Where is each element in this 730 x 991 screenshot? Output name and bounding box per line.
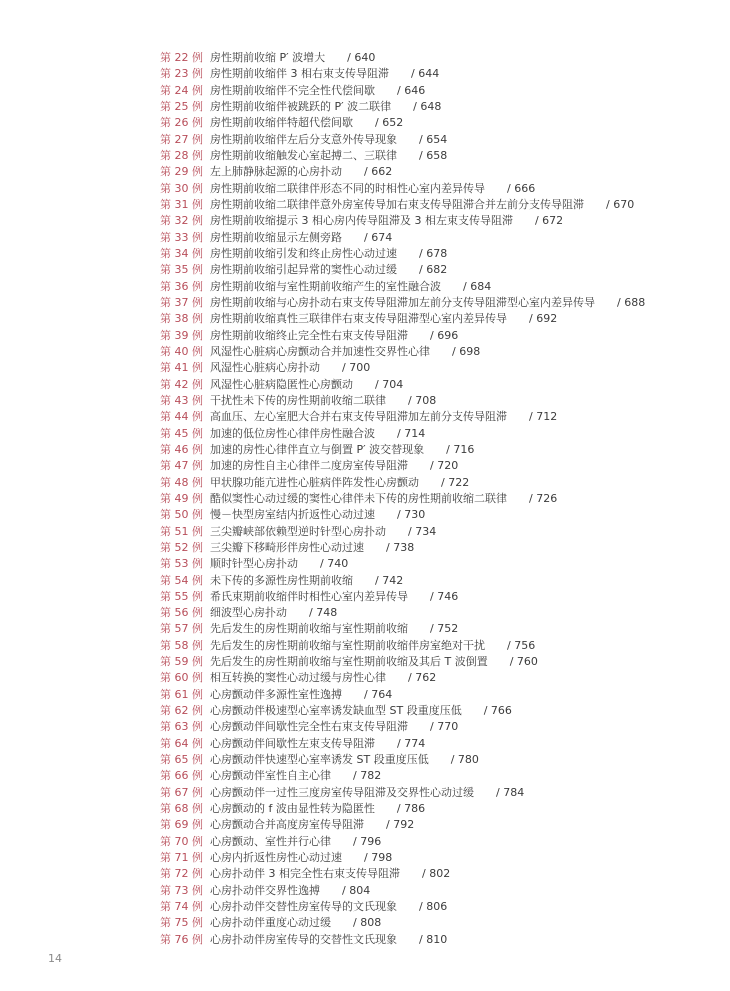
- toc-entry: [160, 409, 720, 425]
- entry-body: [210, 883, 370, 899]
- toc-entry: [160, 230, 720, 246]
- entry-body: [210, 246, 447, 262]
- entry-title: 心房内折返性房性心动过速: [210, 851, 342, 865]
- entry-page: / 712: [529, 410, 558, 424]
- entry-body: [210, 181, 535, 197]
- entry-title: 心房颤动合并高度房室传导阻滞: [210, 818, 364, 832]
- entry-page: / 692: [529, 312, 558, 326]
- entry-number: 第 68 例: [160, 802, 203, 816]
- entry-body: [210, 589, 458, 605]
- entry-title: 心房颤动伴多源性室性逸搏: [210, 687, 342, 701]
- entry-page: / 752: [430, 622, 459, 636]
- entry-title: 风湿性心脏病心房颤动合并加速性交界性心律: [210, 344, 430, 358]
- entry-title: 相互转换的窦性心动过缓与房性心律: [210, 671, 386, 685]
- entry-body: [210, 50, 375, 66]
- entry-number: 第 25 例: [160, 99, 203, 113]
- entry-title: 房性期前收缩与室性期前收缩产生的室性融合波: [210, 279, 441, 293]
- entry-page: / 796: [353, 834, 382, 848]
- entry-page: / 798: [364, 851, 393, 865]
- toc-entry: [160, 181, 720, 197]
- toc-entry: [160, 262, 720, 278]
- toc-entry: [160, 915, 720, 931]
- entry-page: / 658: [419, 148, 448, 162]
- entry-title: 高血压、左心室肥大合并右束支传导阻滞加左前分支传导阻滞: [210, 410, 507, 424]
- entry-number: 第 76 例: [160, 932, 203, 946]
- toc-entry: [160, 932, 720, 948]
- entry-page: / 810: [419, 932, 448, 946]
- entry-number: 第 47 例: [160, 459, 203, 473]
- entry-number: 第 74 例: [160, 900, 203, 914]
- entry-page: / 806: [419, 900, 448, 914]
- toc-entry: [160, 638, 720, 654]
- toc-entry: [160, 768, 720, 784]
- entry-page: / 682: [419, 263, 448, 277]
- entry-title: 心房颤动伴极速型心室率诱发缺血型 ST 段重度压低: [210, 704, 462, 718]
- toc-entry: [160, 311, 720, 327]
- entry-number: 第 43 例: [160, 393, 203, 407]
- entry-number: 第 37 例: [160, 295, 203, 309]
- entry-number: 第 33 例: [160, 230, 203, 244]
- entry-body: [210, 360, 370, 376]
- entry-title: 风湿性心脏病隐匿性心房颤动: [210, 377, 353, 391]
- entry-page: / 644: [411, 67, 440, 81]
- entry-page: / 698: [452, 344, 481, 358]
- entry-page: / 762: [408, 671, 437, 685]
- entry-number: 第 50 例: [160, 508, 203, 522]
- entry-body: [210, 377, 403, 393]
- entry-title: 房性期前收缩伴不完全性代偿间歇: [210, 83, 375, 97]
- entry-body: [210, 687, 392, 703]
- toc-entry: [160, 295, 720, 311]
- entry-title: 心房颤动伴间歇性左束支传导阻滞: [210, 736, 375, 750]
- toc-entry: [160, 899, 720, 915]
- entry-body: [210, 817, 414, 833]
- entry-page: / 760: [509, 655, 538, 669]
- entry-page: / 734: [408, 524, 437, 538]
- toc-entry: [160, 883, 720, 899]
- entry-page: / 704: [375, 377, 404, 391]
- toc-entry: [160, 360, 720, 376]
- entry-body: [210, 83, 425, 99]
- entry-title: 房性期前收缩触发心室起搏二、三联律: [210, 148, 397, 162]
- toc-entry: [160, 246, 720, 262]
- entry-number: 第 52 例: [160, 540, 203, 554]
- entry-page: / 662: [364, 165, 393, 179]
- entry-title: 房性期前收缩伴特超代偿间歇: [210, 116, 353, 130]
- entry-title: 加速的低位房性心律伴房性融合波: [210, 426, 375, 440]
- entry-page: / 748: [309, 606, 338, 620]
- entry-title: 慢－快型房室结内折返性心动过速: [210, 508, 375, 522]
- entry-page: / 774: [397, 736, 426, 750]
- entry-page: / 782: [353, 769, 382, 783]
- toc-entry: [160, 491, 720, 507]
- entry-page: / 674: [364, 230, 393, 244]
- entry-title: 心房颤动伴室性自主心律: [210, 769, 331, 783]
- toc-entry: [160, 377, 720, 393]
- toc-entry: [160, 589, 720, 605]
- entry-page: / 770: [430, 720, 459, 734]
- entry-page: / 672: [534, 214, 564, 228]
- entry-body: [210, 491, 557, 507]
- table-of-contents: [160, 50, 720, 948]
- toc-entry: [160, 458, 720, 474]
- entry-page: / 730: [397, 508, 426, 522]
- entry-number: 第 64 例: [160, 736, 203, 750]
- entry-page: / 742: [375, 573, 404, 587]
- entry-number: 第 28 例: [160, 148, 203, 162]
- entry-number: 第 36 例: [160, 279, 203, 293]
- entry-page: / 696: [430, 328, 459, 342]
- toc-entry: [160, 866, 720, 882]
- entry-body: [210, 148, 447, 164]
- entry-number: 第 57 例: [160, 622, 203, 636]
- toc-entry: [160, 752, 720, 768]
- entry-page: / 764: [364, 687, 393, 701]
- toc-entry: [160, 573, 720, 589]
- entry-number: 第 29 例: [160, 165, 203, 179]
- entry-body: [210, 719, 458, 735]
- entry-number: 第 75 例: [160, 916, 203, 930]
- toc-entry: [160, 148, 720, 164]
- page-number: 14: [48, 952, 62, 965]
- entry-page: / 716: [446, 442, 475, 456]
- toc-entry: [160, 834, 720, 850]
- toc-entry: [160, 621, 720, 637]
- entry-page: / 746: [430, 589, 459, 603]
- entry-number: 第 23 例: [160, 67, 203, 81]
- entry-body: [210, 295, 645, 311]
- entry-number: 第 34 例: [160, 246, 203, 260]
- entry-page: / 792: [386, 818, 415, 832]
- entry-number: 第 26 例: [160, 116, 203, 130]
- entry-body: [210, 393, 436, 409]
- entry-title: 房性期前收缩终止完全性右束支传导阻滞: [210, 328, 408, 342]
- toc-entry: [160, 99, 720, 115]
- entry-title: 甲状腺功能亢进性心脏病伴阵发性心房颤动: [210, 475, 419, 489]
- entry-page: / 652: [375, 116, 404, 130]
- toc-entry: [160, 703, 720, 719]
- entry-body: [210, 834, 381, 850]
- entry-title: 三尖瓣下移畸形伴房性心动过速: [210, 540, 364, 554]
- entry-title: 房性期前收缩伴被跳跃的 P′ 波二联律: [210, 99, 392, 113]
- entry-page: / 740: [320, 557, 349, 571]
- entry-page: / 640: [347, 51, 376, 64]
- entry-number: 第 53 例: [160, 557, 203, 571]
- entry-number: 第 70 例: [160, 834, 203, 848]
- entry-body: [210, 752, 479, 768]
- entry-body: [210, 654, 538, 670]
- entry-title: 先后发生的房性期前收缩与室性期前收缩及其后 T 波倒置: [210, 655, 488, 669]
- entry-body: [210, 279, 491, 295]
- entry-body: [210, 850, 392, 866]
- entry-number: 第 31 例: [160, 197, 203, 211]
- entry-body: [210, 768, 381, 784]
- entry-title: 房性期前收缩伴左后分支意外传导现象: [210, 132, 397, 146]
- entry-body: [210, 638, 535, 654]
- entry-page: / 780: [450, 753, 479, 767]
- entry-body: [210, 132, 447, 148]
- entry-number: 第 65 例: [160, 753, 203, 767]
- entry-body: [210, 540, 414, 556]
- entry-body: [210, 785, 524, 801]
- toc-entry: [160, 540, 720, 556]
- toc-entry: [160, 785, 720, 801]
- entry-number: 第 56 例: [160, 606, 203, 620]
- entry-body: [210, 442, 474, 458]
- entry-page: / 646: [397, 83, 426, 97]
- toc-entry: [160, 66, 720, 82]
- entry-page: / 678: [419, 246, 448, 260]
- toc-entry: [160, 197, 720, 213]
- entry-title: 干扰性未下传的房性期前收缩二联律: [210, 393, 386, 407]
- entry-title: 风湿性心脏病心房扑动: [210, 361, 320, 375]
- entry-title: 希氏束期前收缩伴时相性心室内差异传导: [210, 589, 408, 603]
- entry-number: 第 44 例: [160, 410, 203, 424]
- entry-number: 第 58 例: [160, 638, 203, 652]
- entry-title: 酷似窦性心动过缓的窦性心律伴未下传的房性期前收缩二联律: [210, 491, 507, 505]
- entry-number: 第 46 例: [160, 442, 203, 456]
- entry-number: 第 73 例: [160, 883, 203, 897]
- toc-entry: [160, 801, 720, 817]
- entry-title: 房性期前收缩二联律伴形态不同的时相性心室内差异传导: [210, 181, 485, 195]
- entry-title: 顺时针型心房扑动: [210, 557, 298, 571]
- toc-entry: [160, 213, 720, 229]
- entry-page: / 666: [507, 181, 536, 195]
- entry-title: 三尖瓣峡部依赖型逆时针型心房扑动: [210, 524, 386, 538]
- entry-title: 先后发生的房性期前收缩与室性期前收缩伴房室绝对干扰: [210, 638, 485, 652]
- entry-body: [210, 164, 392, 180]
- entry-title: 心房扑动伴交界性逸搏: [210, 883, 320, 897]
- entry-number: 第 48 例: [160, 475, 203, 489]
- toc-entry: [160, 524, 720, 540]
- toc-entry: [160, 442, 720, 458]
- entry-body: [210, 262, 447, 278]
- toc-entry: [160, 850, 720, 866]
- entry-title: 左上肺静脉起源的心房扑动: [210, 165, 342, 179]
- entry-page: / 714: [397, 426, 426, 440]
- toc-entry: [160, 654, 720, 670]
- entry-page: / 720: [430, 459, 459, 473]
- entry-number: 第 38 例: [160, 312, 203, 326]
- entry-number: 第 45 例: [160, 426, 203, 440]
- entry-number: 第 24 例: [160, 83, 203, 97]
- entry-number: 第 59 例: [160, 655, 203, 669]
- entry-title: 先后发生的房性期前收缩与室性期前收缩: [210, 622, 408, 636]
- toc-entry: [160, 670, 720, 686]
- entry-page: / 756: [507, 638, 536, 652]
- entry-number: 第 67 例: [160, 785, 203, 799]
- entry-number: 第 42 例: [160, 377, 203, 391]
- entry-title: 房性期前收缩 P′ 波增大: [210, 51, 326, 64]
- entry-page: / 708: [408, 393, 437, 407]
- toc-entry: [160, 719, 720, 735]
- entry-body: [210, 344, 480, 360]
- entry-body: [210, 932, 447, 948]
- entry-number: 第 69 例: [160, 818, 203, 832]
- entry-page: / 654: [419, 132, 448, 146]
- entry-title: 心房颤动伴快速型心室率诱发 ST 段重度压低: [210, 753, 429, 767]
- entry-number: 第 60 例: [160, 671, 203, 685]
- entry-body: [210, 507, 425, 523]
- entry-body: [210, 115, 403, 131]
- entry-title: 房性期前收缩真性三联律伴右束支传导阻滞型心室内差异传导: [210, 312, 507, 326]
- toc-entry: [160, 736, 720, 752]
- toc-entry: [160, 50, 720, 66]
- entry-page: / 786: [396, 802, 426, 816]
- entry-title: 心房扑动伴房室传导的交替性文氏现象: [210, 932, 397, 946]
- entry-page: / 688: [617, 295, 646, 309]
- entry-page: / 722: [441, 475, 470, 489]
- entry-page: / 766: [483, 704, 512, 718]
- entry-body: [210, 915, 381, 931]
- entry-body: [210, 458, 458, 474]
- entry-title: 房性期前收缩显示左侧旁路: [210, 230, 342, 244]
- entry-title: 心房颤动、室性并行心律: [210, 834, 331, 848]
- entry-number: 第 39 例: [160, 328, 203, 342]
- entry-title: 加速的房性自主心律伴二度房室传导阻滞: [210, 459, 408, 473]
- toc-entry: [160, 164, 720, 180]
- entry-page: / 684: [463, 279, 492, 293]
- entry-number: 第 30 例: [160, 181, 203, 195]
- toc-entry: [160, 556, 720, 572]
- entry-body: [210, 230, 392, 246]
- entry-number: 第 27 例: [160, 132, 203, 146]
- entry-title: 心房颤动的 f 波由显性转为隐匿性: [210, 802, 375, 816]
- entry-title: 未下传的多源性房性期前收缩: [210, 573, 353, 587]
- entry-page: / 802: [422, 867, 451, 881]
- entry-number: 第 32 例: [160, 214, 203, 228]
- entry-number: 第 72 例: [160, 867, 203, 881]
- entry-body: [210, 621, 458, 637]
- entry-title: 房性期前收缩二联律伴意外房室传导加右束支传导阻滞合并左前分支传导阻滞: [210, 197, 584, 211]
- toc-entry: [160, 605, 720, 621]
- entry-number: 第 35 例: [160, 263, 203, 277]
- entry-body: [210, 605, 337, 621]
- entry-title: 房性期前收缩引起异常的窦性心动过缓: [210, 263, 397, 277]
- toc-entry: [160, 475, 720, 491]
- entry-body: [210, 736, 425, 752]
- entry-number: 第 22 例: [160, 51, 203, 64]
- entry-number: 第 62 例: [160, 704, 203, 718]
- toc-entry: [160, 393, 720, 409]
- entry-page: / 784: [496, 785, 525, 799]
- entry-page: / 726: [529, 491, 558, 505]
- entry-title: 房性期前收缩伴 3 相右束支传导阻滞: [210, 67, 389, 81]
- entry-title: 心房颤动伴一过性三度房室传导阻滞及交界性心动过缓: [210, 785, 474, 799]
- entry-page: / 700: [342, 361, 371, 375]
- entry-body: [210, 524, 436, 540]
- entry-title: 心房扑动伴 3 相完全性右束支传导阻滞: [210, 867, 400, 881]
- toc-entry: [160, 817, 720, 833]
- entry-number: 第 51 例: [160, 524, 203, 538]
- entry-page: / 808: [353, 916, 382, 930]
- entry-number: 第 55 例: [160, 589, 203, 603]
- entry-page: / 738: [386, 540, 415, 554]
- entry-number: 第 61 例: [160, 687, 203, 701]
- entry-page: / 670: [606, 197, 635, 211]
- entry-body: [210, 556, 348, 572]
- entry-number: 第 41 例: [160, 361, 203, 375]
- toc-entry: [160, 132, 720, 148]
- entry-body: [210, 801, 425, 817]
- toc-entry: [160, 687, 720, 703]
- toc-entry: [160, 426, 720, 442]
- entry-body: [210, 328, 458, 344]
- entry-title: 加速的房性心律伴直立与倒置 P′ 波交替现象: [210, 442, 425, 456]
- toc-entry: [160, 344, 720, 360]
- entry-body: [210, 670, 436, 686]
- toc-entry: [160, 83, 720, 99]
- entry-body: [210, 213, 563, 229]
- entry-body: [210, 426, 425, 442]
- entry-title: 房性期前收缩与心房扑动右束支传导阻滞加左前分支传导阻滞型心室内差异传导: [210, 295, 595, 309]
- toc-entry: [160, 328, 720, 344]
- entry-body: [210, 703, 512, 719]
- entry-body: [210, 899, 447, 915]
- toc-entry: [160, 279, 720, 295]
- toc-entry: [160, 507, 720, 523]
- entry-page: / 648: [413, 99, 442, 113]
- entry-title: 房性期前收缩提示 3 相心房内传导阻滞及 3 相左束支传导阻滞: [210, 214, 513, 228]
- entry-body: [210, 573, 403, 589]
- entry-body: [210, 66, 439, 82]
- entry-number: 第 71 例: [160, 851, 203, 865]
- entry-body: [210, 99, 441, 115]
- entry-body: [210, 311, 557, 327]
- entry-title: 心房颤动伴间歇性完全性右束支传导阻滞: [210, 720, 408, 734]
- entry-page: / 804: [342, 883, 371, 897]
- entry-body: [210, 475, 469, 491]
- entry-number: 第 54 例: [160, 573, 203, 587]
- entry-body: [210, 197, 634, 213]
- entry-number: 第 66 例: [160, 769, 203, 783]
- entry-number: 第 40 例: [160, 344, 203, 358]
- entry-title: 心房扑动伴交替性房室传导的文氏现象: [210, 900, 397, 914]
- entry-title: 细波型心房扑动: [210, 606, 287, 620]
- entry-title: 心房扑动伴重度心动过缓: [210, 916, 331, 930]
- entry-body: [210, 866, 450, 882]
- entry-number: 第 63 例: [160, 720, 203, 734]
- entry-title: 房性期前收缩引发和终止房性心动过速: [210, 246, 397, 260]
- toc-entry: [160, 115, 720, 131]
- entry-body: [210, 409, 557, 425]
- entry-number: 第 49 例: [160, 491, 203, 505]
